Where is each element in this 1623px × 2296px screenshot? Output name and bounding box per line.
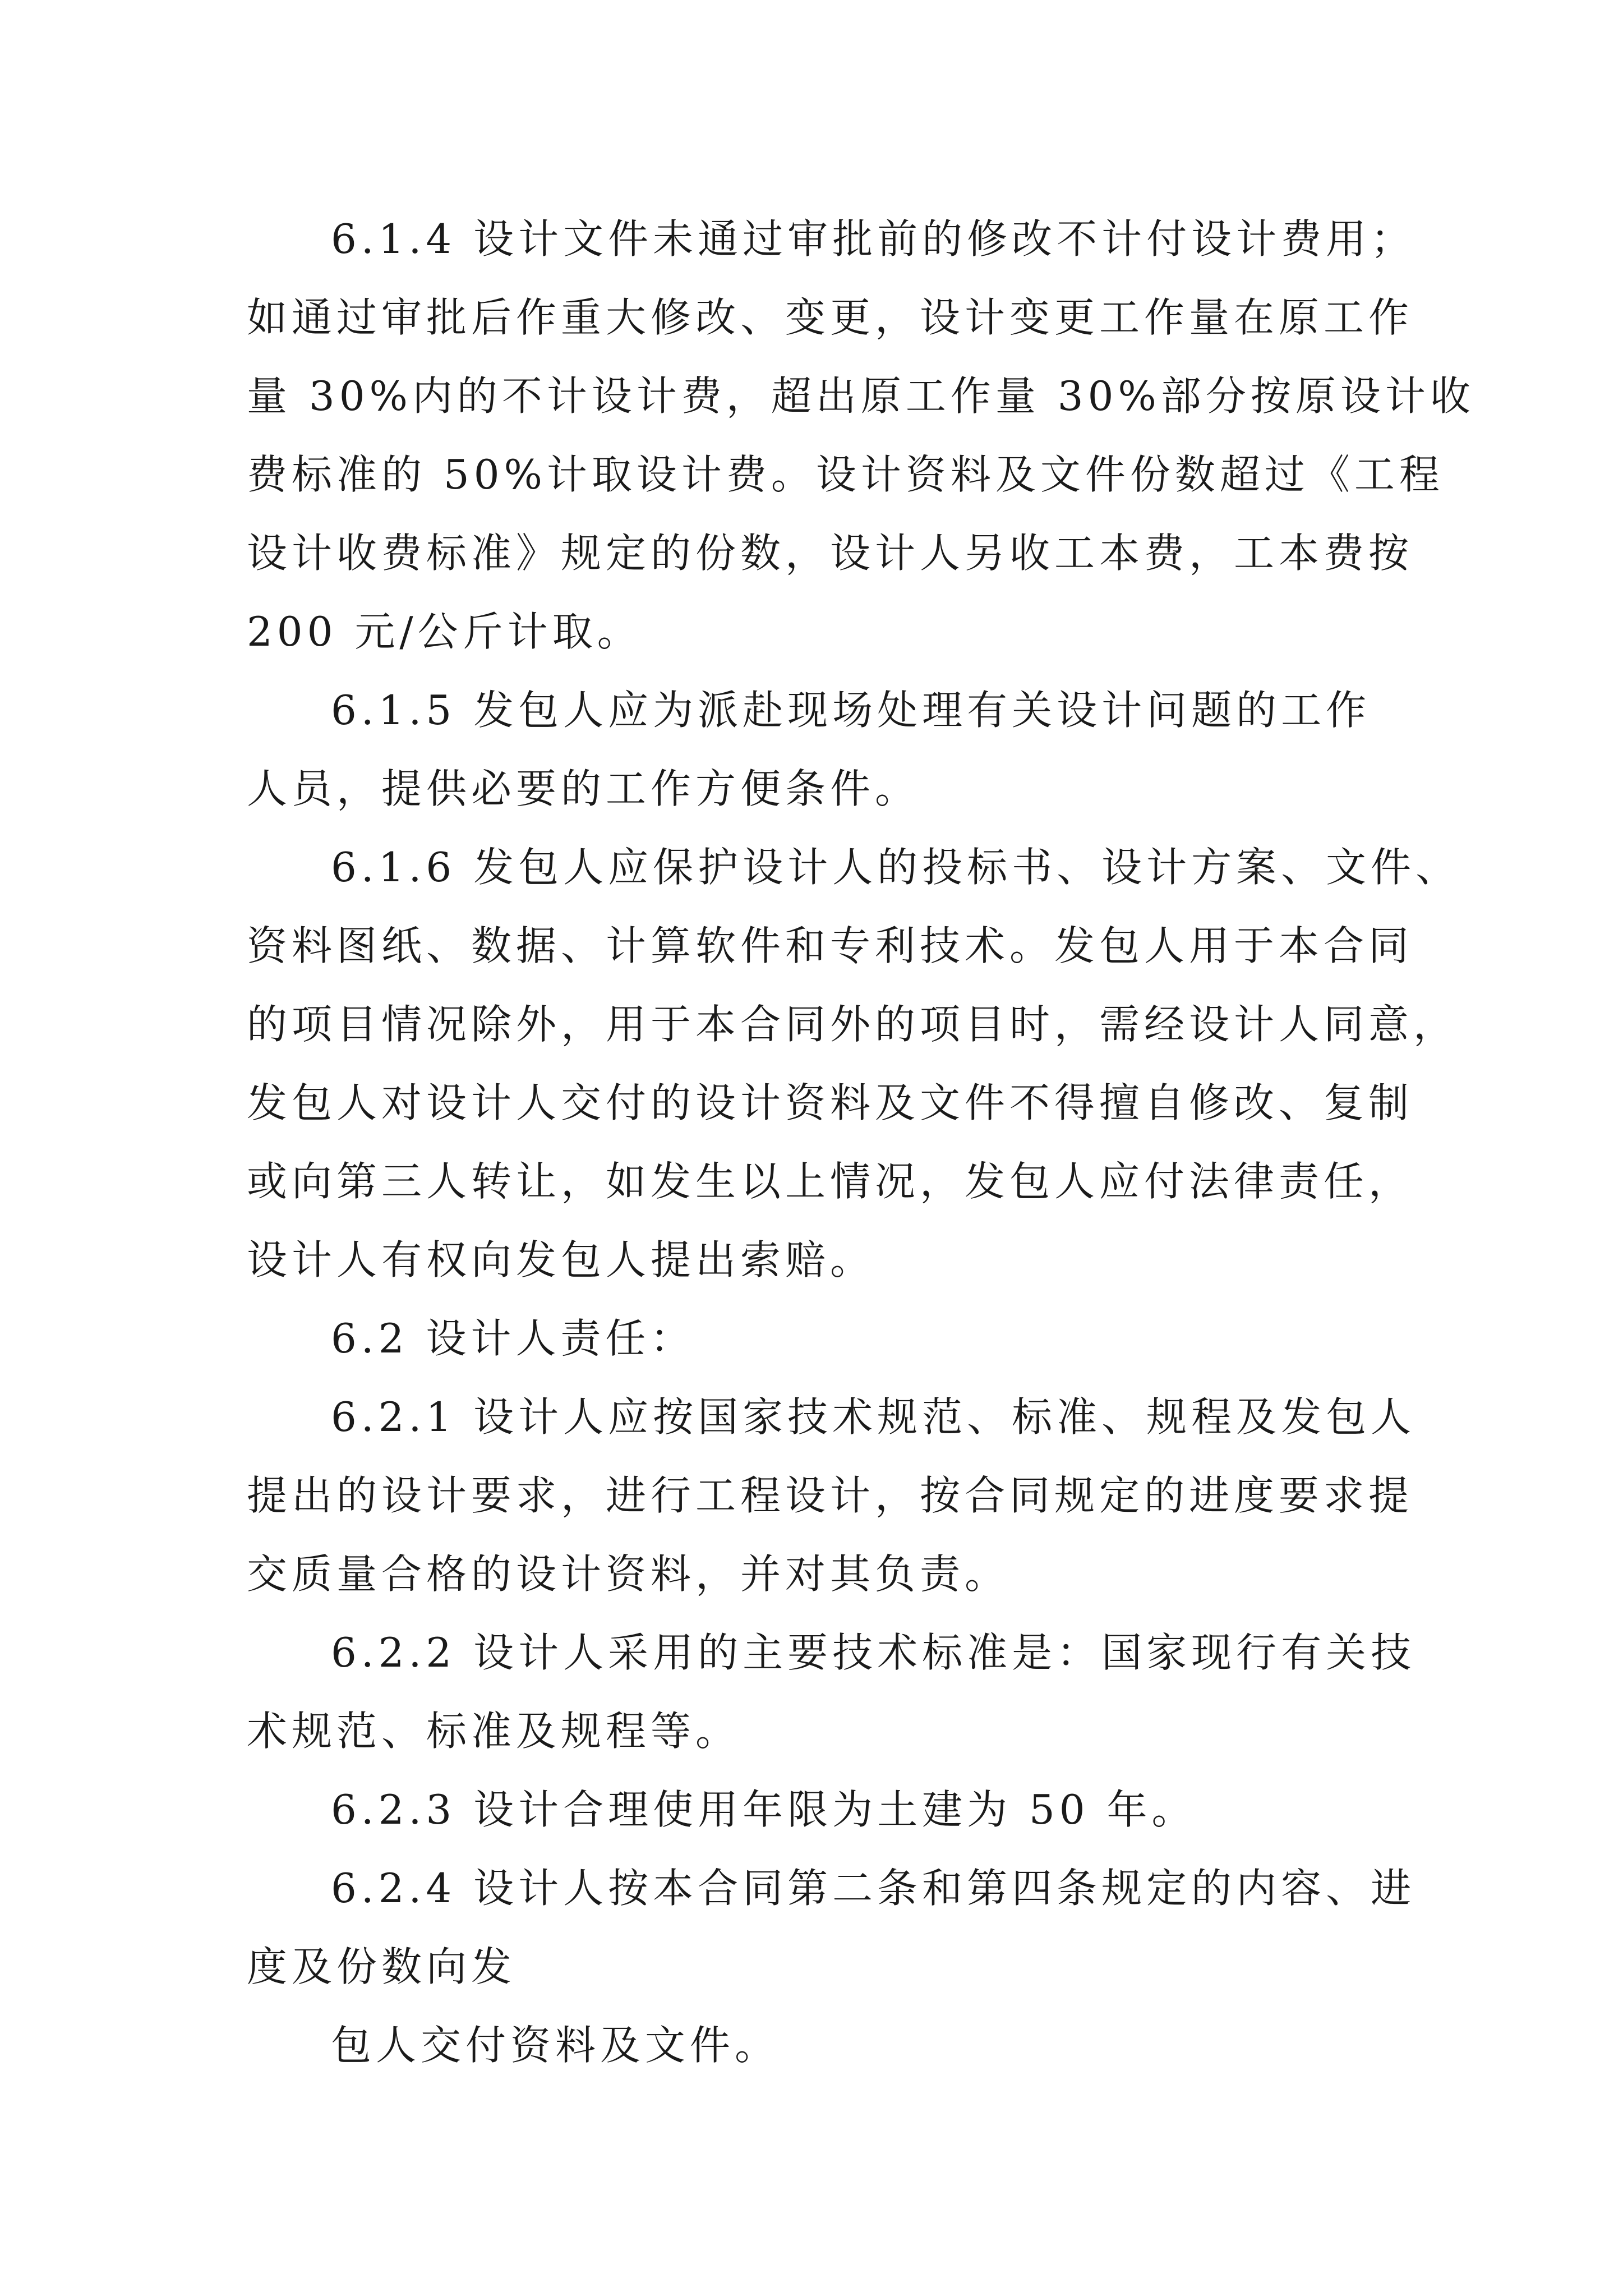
paragraph-6-1-4-line-6: 200 元/公斤计取。 [247, 608, 642, 655]
paragraph-6-1-4-line-2: 如通过审批后作重大修改、变更，设计变更工作量在原工作 [247, 294, 1414, 341]
paragraph-6-1-6-line-4: 发包人对设计人交付的设计资料及文件不得擅自修改、复制 [247, 1079, 1414, 1126]
paragraph-6-1-6-line-1: 6.1.6 发包人应保护设计人的投标书、设计方案、文件、 [331, 844, 1461, 891]
paragraph-6-1-4-line-1: 6.1.4 设计文件未通过审批前的修改不计付设计费用； [331, 215, 1416, 263]
paragraph-6-2-1-line-1: 6.2.1 设计人应按国家技术规范、标准、规程及发包人 [331, 1393, 1416, 1441]
paragraph-6-2-4-line-3: 包人交付资料及文件。 [331, 2022, 780, 2069]
paragraph-6-1-4-line-3: 量 30%内的不计设计费，超出原工作量 30%部分按原设计收 [247, 372, 1475, 420]
paragraph-6-2-2-line-1: 6.2.2 设计人采用的主要技术标准是：国家现行有关技 [331, 1629, 1416, 1676]
paragraph-6-1-6-line-3: 的项目情况除外，用于本合同外的项目时，需经设计人同意， [247, 1001, 1459, 1048]
paragraph-6-1-6-line-6: 设计人有权向发包人提出索赔。 [247, 1236, 875, 1283]
paragraph-6-1-6-line-2: 资料图纸、数据、计算软件和专利技术。发包人用于本合同 [247, 922, 1414, 969]
paragraph-6-1-5-line-2: 人员，提供必要的工作方便条件。 [247, 765, 920, 812]
paragraph-6-2-1-line-3: 交质量合格的设计资料，并对其负责。 [247, 1550, 1010, 1598]
paragraph-6-1-4-line-5: 设计收费标准》规定的份数，设计人另收工本费，工本费按 [247, 530, 1414, 577]
paragraph-6-2-3-line-1: 6.2.3 设计合理使用年限为土建为 50 年。 [331, 1786, 1197, 1833]
paragraph-6-2-2-line-2: 术规范、标准及规程等。 [247, 1708, 741, 1755]
paragraph-6-2-4-line-1: 6.2.4 设计人按本合同第二条和第四条规定的内容、进 [331, 1865, 1416, 1912]
paragraph-6-1-5-line-1: 6.1.5 发包人应为派赴现场处理有关设计问题的工作 [331, 687, 1371, 734]
section-6-2-heading: 6.2 设计人责任： [331, 1315, 695, 1362]
paragraph-6-2-4-line-2: 度及份数向发 [247, 1943, 517, 1990]
paragraph-6-2-1-line-2: 提出的设计要求，进行工程设计，按合同规定的进度要求提 [247, 1472, 1414, 1519]
paragraph-6-1-6-line-5: 或向第三人转让，如发生以上情况，发包人应付法律责任， [247, 1158, 1414, 1205]
paragraph-6-1-4-line-4: 费标准的 50%计取设计费。设计资料及文件份数超过《工程 [247, 451, 1444, 498]
